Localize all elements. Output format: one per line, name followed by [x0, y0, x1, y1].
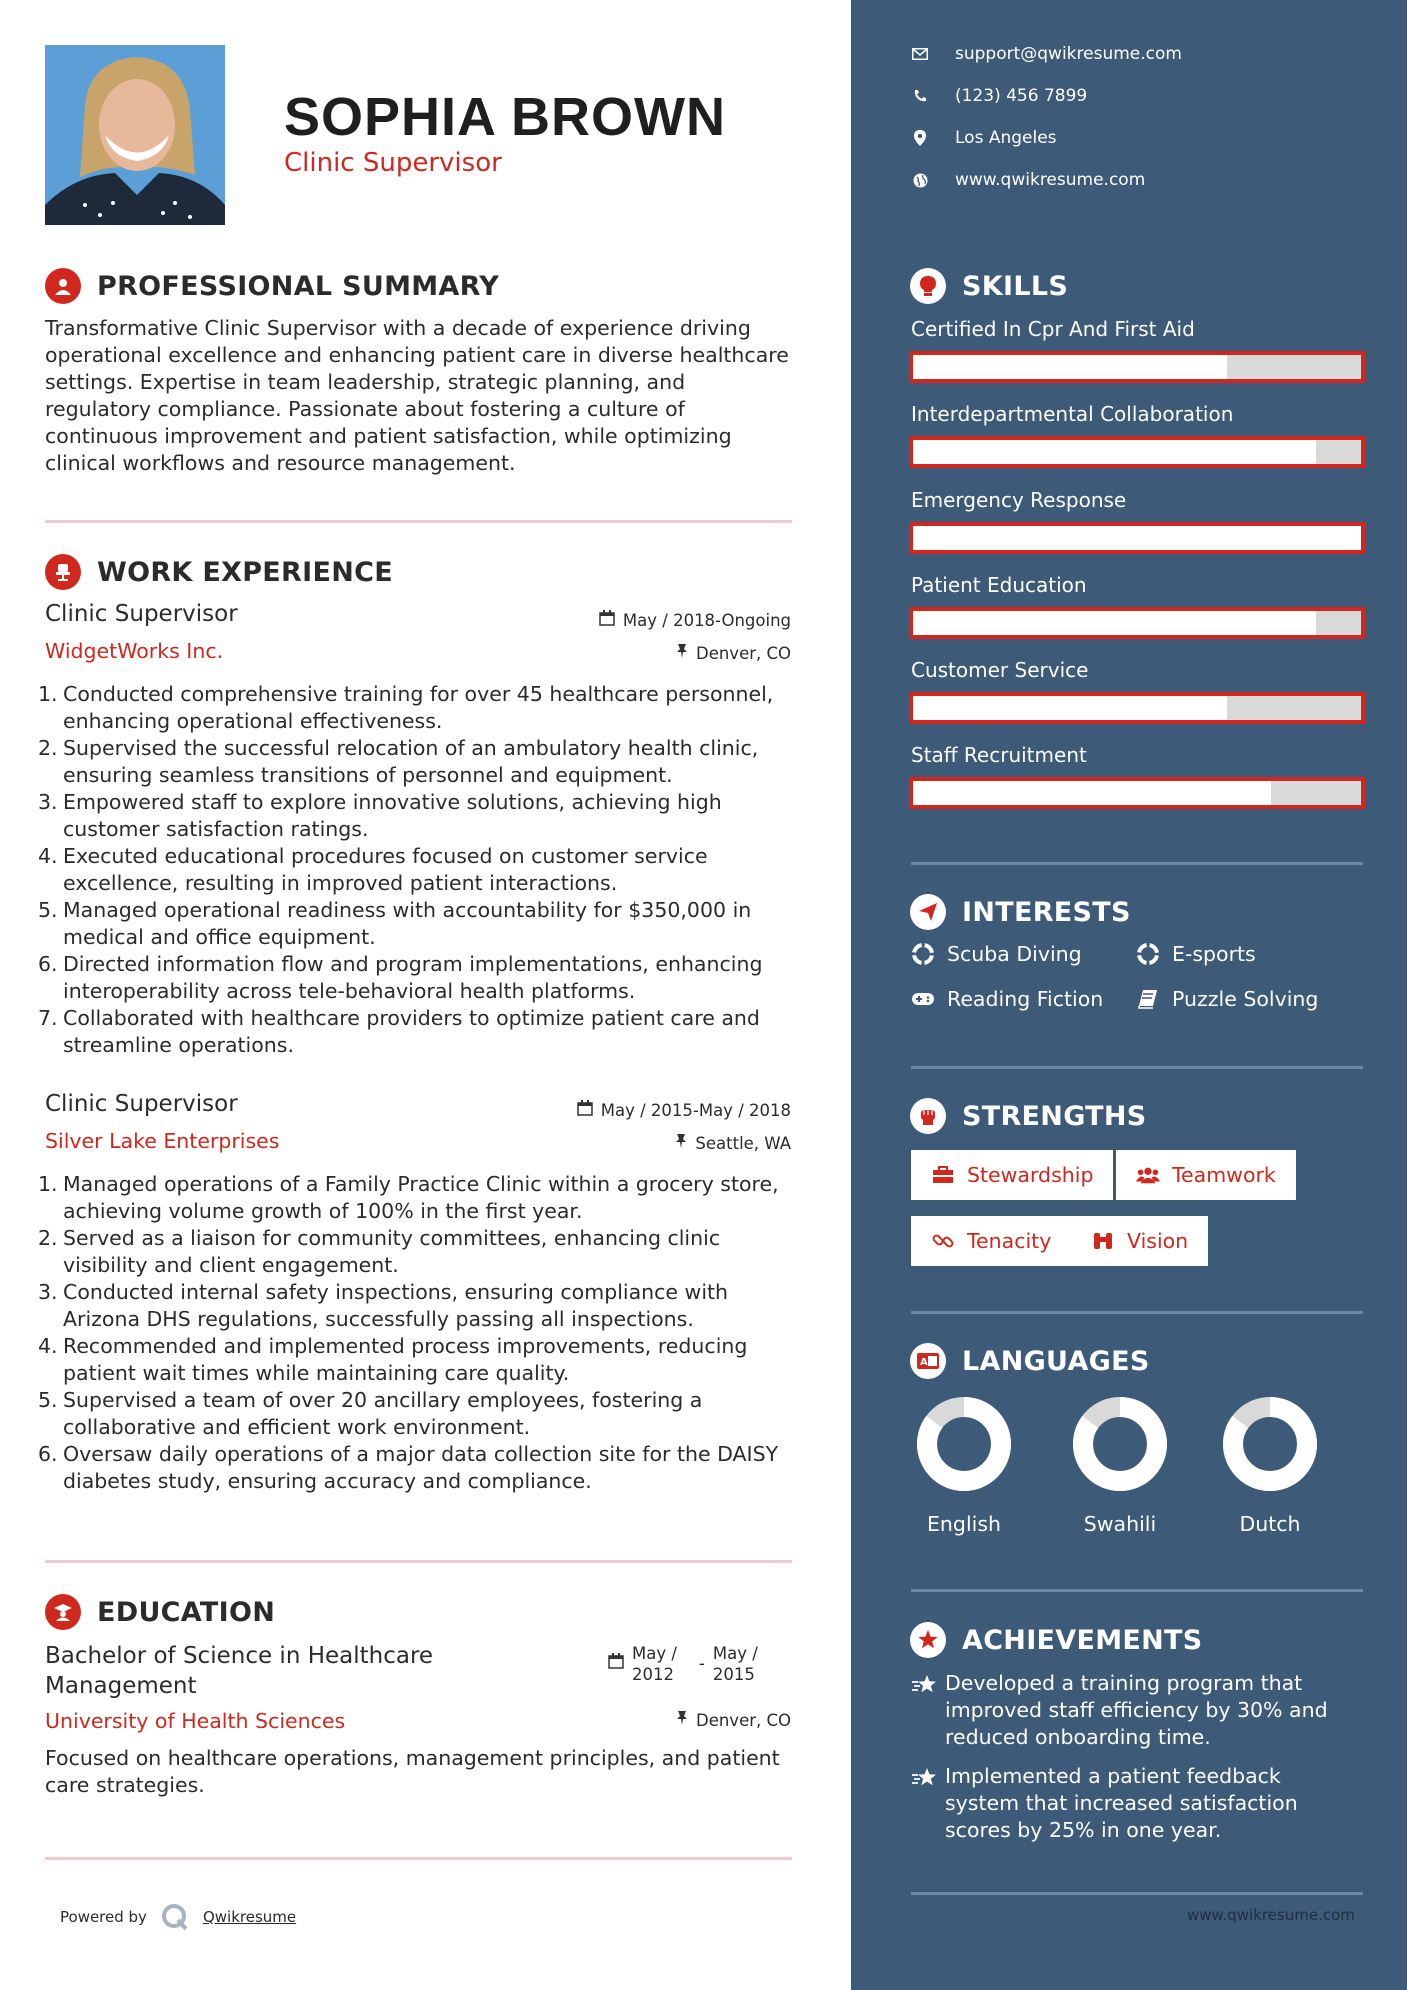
skill-bar-fill: [913, 696, 1227, 720]
map-marker-icon: [911, 129, 929, 147]
pin-icon: [675, 1133, 687, 1153]
achievement-text: Implemented a patient feedback system that increased satisfaction scores by 25% in one year.: [945, 1764, 1298, 1842]
skill-bar-fill: [913, 440, 1316, 464]
skill-bar: [909, 522, 1365, 554]
language-item: [1210, 1396, 1330, 1536]
job-date: [577, 1100, 791, 1120]
skill-bar: [909, 436, 1365, 468]
strengths-heading: [910, 1098, 1147, 1134]
skill-bar: [909, 607, 1365, 639]
footer-website-link[interactable]: www.qwikresume.com: [1187, 1906, 1355, 1924]
language-donut: [1072, 1396, 1168, 1492]
life-ring-icon: [1136, 942, 1160, 966]
globe-icon: [911, 171, 929, 189]
section-divider: [45, 1560, 792, 1563]
interests-title: INTERESTS: [962, 896, 1131, 928]
education-location-text: Denver, CO: [695, 1710, 791, 1730]
office-chair-icon: [45, 554, 81, 590]
list-item: 6. Oversaw daily operations of a major data collection site for the DAISY diabetes study, ensuring accuracy and compliance.: [38, 1442, 779, 1493]
interest-label: Puzzle Solving: [1172, 987, 1319, 1011]
skill-label: Customer Service: [911, 658, 1089, 682]
interest-label: Scuba Diving: [947, 942, 1082, 966]
qwikresume-logo-icon: [161, 1903, 189, 1931]
skill-bar-fill: [913, 611, 1316, 635]
education-date-separator: -: [698, 1654, 705, 1673]
section-divider: [45, 520, 792, 523]
education-date-end: May / 2015: [712, 1644, 758, 1684]
powered-by: [60, 1903, 296, 1931]
pin-icon: [676, 643, 688, 663]
star-icon: [911, 1763, 945, 1844]
experience-heading: [45, 554, 393, 590]
degree-title: Bachelor of Science in Healthcare Management: [45, 1643, 434, 1699]
job-location: [675, 1133, 791, 1153]
interest-label: E-sports: [1172, 942, 1256, 966]
job-date: [599, 610, 791, 630]
strength-badge: [1116, 1150, 1296, 1200]
language-item: [1060, 1396, 1180, 1536]
list-item: 2. Supervised the successful relocation of an ambulatory health clinic, ensuring seamless transitions of personnel and equipment.: [38, 736, 759, 787]
link-icon: [931, 1229, 955, 1253]
skill-bar-fill: [913, 781, 1271, 805]
candidate-name: SOPHIA BROWN: [284, 87, 726, 147]
candidate-role: Clinic Supervisor: [284, 148, 502, 178]
section-divider: [45, 1857, 792, 1860]
skill-bar-fill: [913, 355, 1227, 379]
skill-label: Patient Education: [911, 573, 1087, 597]
education-date: [608, 1643, 758, 1685]
pin-icon: [676, 1710, 688, 1730]
education-date-start: May / 2012: [632, 1644, 677, 1684]
paper-plane-icon: [910, 894, 946, 930]
experience-title: WORK EXPERIENCE: [97, 556, 393, 588]
profile-photo: [45, 45, 225, 225]
job-title: Clinic Supervisor: [45, 1091, 238, 1117]
svg-text:A: A: [920, 1357, 928, 1368]
language-label: Swahili: [1083, 1512, 1157, 1536]
language-donut: [1222, 1396, 1318, 1492]
job-duties-list: [38, 1171, 798, 1495]
job-company: Silver Lake Enterprises: [45, 1129, 280, 1153]
job-location-text: Seattle, WA: [695, 1133, 791, 1153]
list-item: 6. Directed information flow and program implementations, enhancing interoperability across tele-behavioral health platforms.: [38, 952, 763, 1003]
powered-by-label: Powered by: [60, 1908, 147, 1926]
list-item: 7. Collaborated with healthcare providers to optimize patient care and streamline operations.: [38, 1006, 760, 1057]
language-item: [904, 1396, 1024, 1536]
job-duties-list: [38, 681, 798, 1059]
interest-label: Reading Fiction: [947, 987, 1104, 1011]
skill-bar: [909, 351, 1365, 383]
job-date-text: May / 2018-Ongoing: [622, 610, 791, 630]
strength-badge: [1071, 1216, 1208, 1266]
contact-phone[interactable]: [911, 86, 1087, 106]
star-icon: [911, 1670, 945, 1751]
achievement-item: [911, 1763, 1361, 1844]
language-label: English: [926, 1512, 1002, 1536]
gamepad-icon: [911, 987, 935, 1011]
skill-bar: [909, 777, 1365, 809]
job-location: [676, 643, 791, 663]
skill-label: Interdepartmental Collaboration: [911, 402, 1234, 426]
skills-heading: [910, 268, 1068, 304]
interest-item: [911, 987, 1103, 1011]
skill-bar-fill: [913, 526, 1361, 550]
achievements-heading: [910, 1622, 1203, 1658]
education-location: [676, 1710, 791, 1730]
skill-label: Staff Recruitment: [911, 743, 1087, 767]
list-item: 1. Managed operations of a Family Practice Clinic within a grocery store, achieving volume growth of 100% in the first year.: [38, 1172, 779, 1223]
sidebar-divider: [911, 862, 1363, 865]
life-ring-icon: [911, 942, 935, 966]
strength-label: Vision: [1127, 1229, 1189, 1253]
person-icon: [45, 268, 81, 304]
contact-email-text: support@qwikresume.com: [955, 44, 1182, 64]
job-location-text: Denver, CO: [695, 643, 791, 663]
book-icon: [1136, 987, 1160, 1011]
strength-label: Teamwork: [1172, 1163, 1276, 1187]
interests-heading: [910, 894, 1131, 930]
sidebar-divider: [911, 1589, 1363, 1592]
calendar-icon: [599, 610, 615, 630]
list-item: 2. Served as a liaison for community committees, enhancing clinic visibility and client engagement.: [38, 1226, 721, 1277]
strength-label: Tenacity: [967, 1229, 1052, 1253]
summary-heading: [45, 268, 499, 304]
education-heading: [45, 1594, 275, 1630]
strengths-title: STRENGTHS: [962, 1100, 1147, 1132]
users-icon: [1136, 1163, 1160, 1187]
contact-email[interactable]: [911, 44, 1182, 64]
contact-location: [911, 128, 1057, 148]
language-donut: [916, 1396, 1012, 1492]
contact-phone-text: (123) 456 7899: [955, 86, 1088, 106]
sidebar-divider: [911, 1892, 1363, 1895]
interest-item: [1136, 942, 1256, 966]
list-item: 1. Conducted comprehensive training for over 45 healthcare personnel, enhancing operational effectiveness.: [38, 682, 774, 733]
strength-badge: [911, 1150, 1113, 1200]
education-description: Focused on healthcare operations, management principles, and patient care strategies.: [45, 1746, 780, 1797]
languages-heading: [910, 1343, 1150, 1379]
skill-label: Certified In Cpr And First Aid: [911, 317, 1195, 341]
phone-icon: [911, 87, 929, 105]
summary-title: PROFESSIONAL SUMMARY: [97, 270, 500, 302]
strength-badge: [911, 1216, 1071, 1266]
skill-bar: [909, 692, 1365, 724]
achievement-text: Developed a training program that improved staff efficiency by 30% and reduced onboarding time.: [945, 1671, 1328, 1749]
list-item: 5. Managed operational readiness with accountability for $350,000 in medical and office equipment.: [38, 898, 752, 949]
list-item: 3. Conducted internal safety inspections, ensuring compliance with Arizona DHS regulations, successfully passing all inspections.: [38, 1280, 729, 1331]
lightbulb-icon: [910, 268, 946, 304]
skills-title: SKILLS: [962, 270, 1069, 302]
calendar-icon: [577, 1100, 593, 1120]
skill-label: Emergency Response: [911, 488, 1127, 512]
contact-website-text: www.qwikresume.com: [955, 170, 1146, 190]
achievements-title: ACHIEVEMENTS: [962, 1624, 1203, 1656]
summary-text: Transformative Clinic Supervisor with a decade of experience driving operational excellence and enhancing patient care in diverse healthcare settings. Expertise in team leadership, strategic planning, and regulatory compliance. Passionate about fostering a culture of continuous improvement and patient satisfaction, while optimizing clinical workflows and resource management.: [45, 316, 789, 475]
fist-icon: [910, 1098, 946, 1134]
list-item: 3. Empowered staff to explore innovative solutions, achieving high customer satisfaction ratings.: [38, 790, 722, 841]
sidebar-divider: [911, 1311, 1363, 1314]
interest-item: [1136, 987, 1318, 1011]
interest-item: [911, 942, 1082, 966]
achievement-item: [911, 1670, 1361, 1751]
strength-label: Stewardship: [967, 1163, 1094, 1187]
education-title: EDUCATION: [97, 1596, 276, 1628]
star-badge-icon: [910, 1622, 946, 1658]
contact-website[interactable]: [911, 170, 1145, 190]
list-item: 4. Executed educational procedures focused on customer service excellence, resulting in improved patient interactions.: [38, 844, 708, 895]
briefcase-icon: [931, 1163, 955, 1187]
translate-icon: [910, 1343, 946, 1379]
sidebar-divider: [911, 1066, 1363, 1069]
language-label: Dutch: [1239, 1512, 1301, 1536]
envelope-icon: [911, 45, 929, 63]
job-company: WidgetWorks Inc.: [45, 639, 224, 663]
calendar-icon: [608, 1643, 624, 1685]
list-item: 5. Supervised a team of over 20 ancillary employees, fostering a collaborative and efficient work environment.: [38, 1388, 703, 1439]
languages-title: LANGUAGES: [962, 1345, 1150, 1377]
job-title: Clinic Supervisor: [45, 601, 238, 627]
qwikresume-link[interactable]: Qwikresume: [202, 1908, 297, 1926]
list-item: 4. Recommended and implemented process improvements, reducing patient wait times while maintaining care quality.: [38, 1334, 748, 1385]
job-date-text: May / 2015-May / 2018: [600, 1100, 791, 1120]
binoculars-icon: [1091, 1229, 1115, 1253]
school-name: University of Health Sciences: [45, 1709, 346, 1733]
graduate-icon: [45, 1594, 81, 1630]
contact-location-text: Los Angeles: [955, 128, 1057, 148]
